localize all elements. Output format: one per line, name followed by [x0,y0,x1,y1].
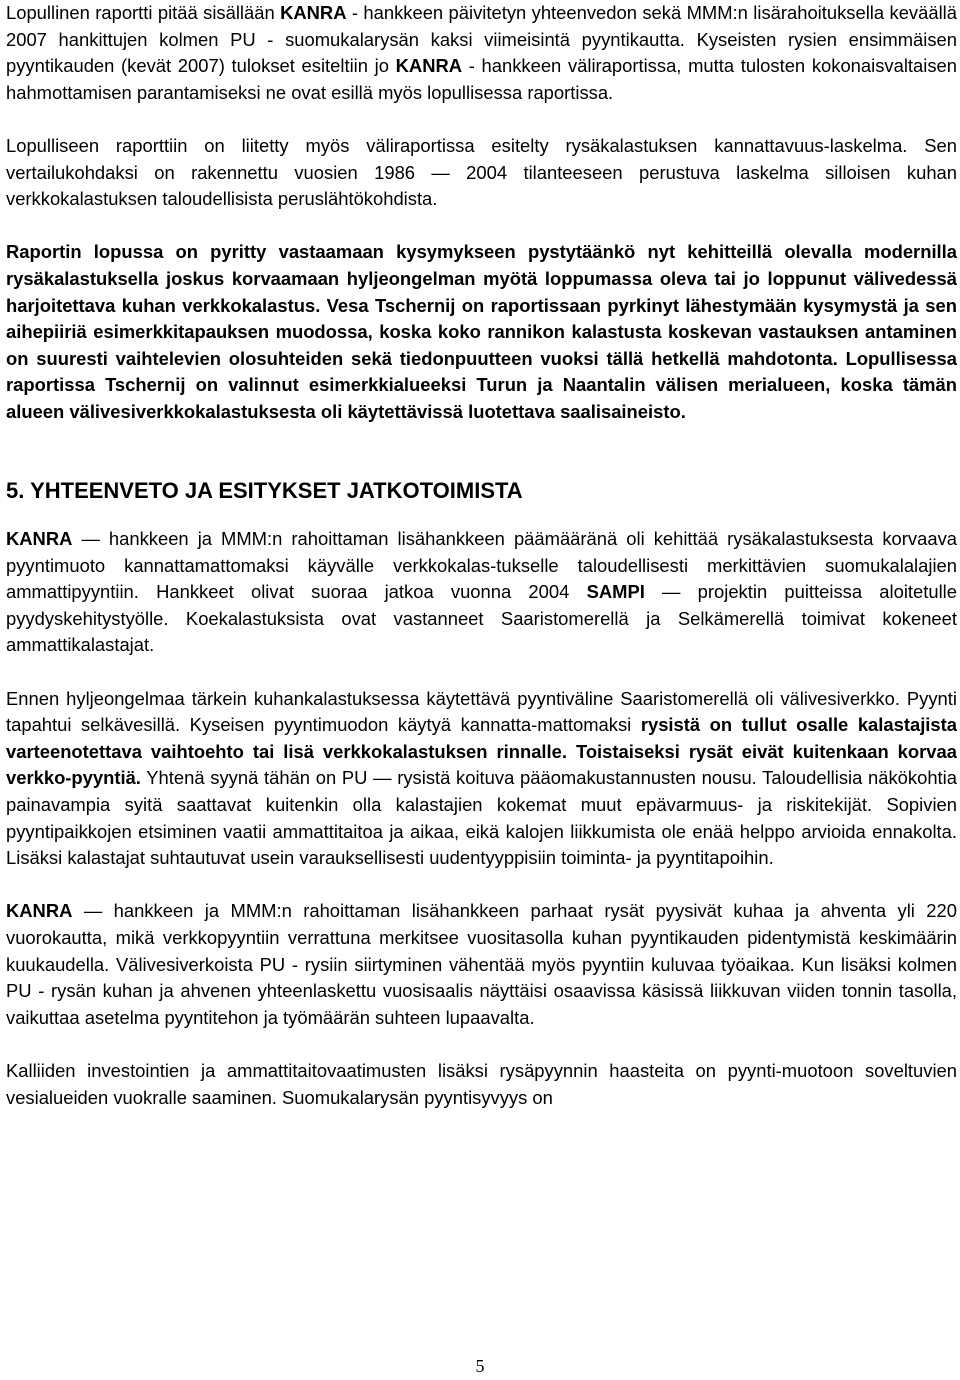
paragraph-intro-text-c: - hankkeen päivitetyn yhteenvedon sekä MMM:n lisärahoituksella keväällä 2007 hankittujen kolmen PU - suomukalarysän kaksi viimeisintä pyyntikautta. Kyseisten rysien ensimmäisen pyyntikauden (kevät 2007) tulokset esiteltiin jo [6,2,957,77]
project-name-sampi: SAMPI [586,581,645,603]
paragraph-net-fishing-emphasis: rysistä on tullut osalle kalastajista varteenotettava vaihtoehto tai lisä verkkokalastuksen rinnalle. Toistaiseksi rysät eivät kuitenkaan korvaa verkko-pyyntiä. [6,714,957,789]
project-name-kanra: KANRA [395,55,463,77]
section-gap [6,452,957,464]
paragraph-best-traps-text-b: — hankkeen ja MMM:n rahoittaman lisähankkeen parhaat rysät pyysivät kuhaa ja ahventa yli 220 vuorokautta, mikä verkkopyyntiin verrattuna merkitsee vuositasolla kuhan pyyntikauden pidentymistä keskimäärin kuukaudella. Välivesiverkoista PU - rysiin siirtyminen vähentää myös pyyntiin kuluvaa työaikaa. Kun lisäksi kolmen PU - rysän kuhan ja ahvenen yhteenlaskettu vuosisaalis näyttäisi osaavissa käsissä liikkuvan viiden tonnin tasolla, vaikuttaa asetelma pyyntitehon ja työmäärän suhteen lupaavalta. [6,900,957,1028]
paragraph-profitability: Lopulliseen raporttiin on liitetty myös väliraportissa esitelty rysäkalastuksen kannattavuus-laskelma. Sen vertailukohdaksi on rakennettu vuosien 1986 — 2004 tilanteeseen perustuva laskelma silloisen kuhan verkkokalastuksen taloudellisista peruslähtökohdista. [6,134,957,210]
project-name-kanra: KANRA [6,528,73,550]
paragraph-summary-text-d: — projektin puitteissa aloitetulle pyydyskehitystyölle. Koekalastuksista ovat vastanneet Saaristomerellä ja Selkämerellä toimivat kokeneet ammattikalastajat. [6,581,957,656]
paragraph-net-fishing-text-a: Ennen hyljeongelmaa tärkein kuhankalastuksessa käytettävä pyyntiväline Saaristomerellä oli välivesiverkko. Pyynti tapahtui selkävesillä. Kyseisen pyyntimuodon käytyä kannatta-mattomaksi [6,687,957,736]
document-page [6,0,957,1111]
section-heading: 5. YHTEENVETO JA ESITYKSET JATKOTOIMISTA [6,478,523,504]
paragraph-intro-text-a: Lopullinen raportti pitää sisällään [6,2,281,23]
paragraph-net-fishing [6,686,957,872]
paragraph-investments: Kalliiden investointien ja ammattitaitovaatimusten lisäksi rysäpyynnin haasteita on pyynti-muotoon soveltuvien vesialueiden vuokralle saaminen. Suomukalarysän pyyntisyvyys on [6,1059,957,1108]
paragraph-best-traps [6,898,957,1031]
project-name-kanra: KANRA [6,900,73,922]
paragraph-intro [6,0,957,106]
paragraph-summary [6,526,957,659]
paragraph-net-fishing-text-c: Yhtenä syynä tähän on PU — rysistä koituva pääomakustannusten nousu. Taloudellisia näkökohtia painavampia syitä saattavat kuitenkin olla kalastajien kokemat muut epävarmuus- ja riskitekijät. Sopivien pyyntipaikkojen etsiminen vaatii ammattitaitoa ja aikaa, eikä kalojen liikkumista ole enää helppo arvioida ennakolta. Lisäksi kalastajat suhtautuvat usein varauksellisesti uudentyyppisiin toiminta- ja pyyntitapoihin. [6,767,957,869]
paragraph-summary-text-b: — hankkeen ja MMM:n rahoittaman lisähankkeen päämääränä oli kehittää rysäkalastuksesta korvaava pyyntimuoto kannattamattomaksi käyvälle verkkokalas-tukselle taloudellisesti merkittävien suomukalalajien ammattipyyntiin. Hankkeet olivat suoraa jatkoa vuonna 2004 [6,528,957,603]
project-name-kanra: KANRA [280,2,347,23]
paragraph-intro-text-e: - hankkeen väliraportissa, mutta tulosten kokonaisvaltaisen hahmottamisen parantamiseksi ne ovat esillä myös lopullisessa raportissa. [6,55,957,103]
page-number: 5 [475,1356,485,1376]
paragraph-seal-problem: Raportin lopussa on pyritty vastaamaan kysymykseen pystytäänkö nyt kehitteillä olevalla modernilla rysäkalastuksella joskus korvaamaan hyljeongelman myötä loppumassa oleva tai jo loppunut välivedessä harjoitettava kuhan verkkokalastus. Vesa Tschernij on raportissaan pyrkinyt lähestymään kysymystä ja sen aihepiiriä esimerkkitapauksen muodossa, koska koko rannikon kalastusta koskevan vastauksen antaminen on suuresti vaihtelevien olosuhteiden sekä tiedonpuutteen vuoksi tällä hetkellä mahdotonta. Lopullisessa raportissa Tschernij on valinnut esimerkkialueeksi Turun ja Naantalin välisen merialueen, koska tämän alueen välivesiverkkokalastuksesta oli käytettävissä luotettava saalisaineisto. [6,241,957,422]
